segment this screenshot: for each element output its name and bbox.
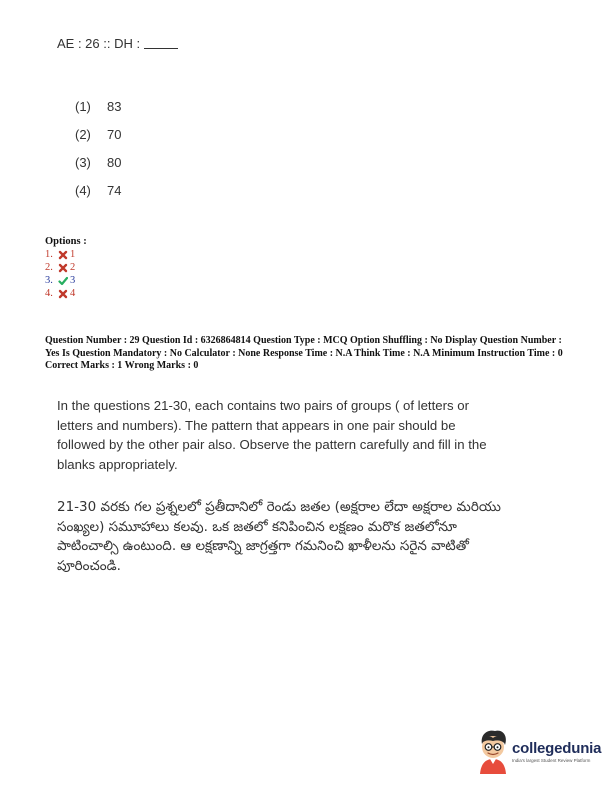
choice-3 xyxy=(75,148,121,176)
question-text xyxy=(57,36,178,51)
wrong-cross-icon xyxy=(58,250,68,260)
option-index: 3. xyxy=(45,275,53,286)
wrong-cross-icon xyxy=(58,289,68,299)
choice-value: 83 xyxy=(107,98,122,114)
question-prompt: AE : 26 :: DH : xyxy=(57,36,144,51)
question-metadata xyxy=(45,335,570,373)
choice-number: (1) xyxy=(75,98,91,114)
option-label: 4 xyxy=(70,288,76,299)
instructions-telugu: 21-30 వరకు గల ప్రశ్నలలో ప్రతీదానిలో రెండు జతల (అక్షరాల లేదా అక్షరాల మరియు సంఖ్యల) సమూహాలు కలవు. ఒక జతలో కనిపించిన లక్షణం మరొక జతలోనూ పాటించాల్సి ఉంటుంది. ఆ లక్షణాన్ని జాగ్రత్తగా గమనించి ఖాళీలను సరైన వాటితో పూరించండి. xyxy=(57,499,501,574)
question-meta-details: Question Number : 29 Question Id : 6326864814 Question Type : MCQ Option Shuffling : No Display Question Number : Yes Is Question Mandatory : No Calculator : None Response Time : N.A Think Time : N.A Minimum Instruction Time : 0 xyxy=(45,335,563,359)
choice-2 xyxy=(75,120,121,148)
correct-check-icon xyxy=(58,276,68,286)
option-1 xyxy=(45,248,87,261)
options-title: Options : xyxy=(45,236,87,247)
logo-tagline: India's largest Student Review Platform xyxy=(512,757,591,763)
answer-choices xyxy=(75,92,121,204)
logo-text xyxy=(512,740,601,763)
option-index: 2. xyxy=(45,262,53,273)
choice-4 xyxy=(75,176,121,204)
options-list xyxy=(45,235,87,300)
option-label: 3 xyxy=(70,275,76,286)
choice-number: (3) xyxy=(75,154,91,170)
option-3 xyxy=(45,274,87,287)
marks-info: Correct Marks : 1 Wrong Marks : 0 xyxy=(45,360,199,371)
option-2 xyxy=(45,261,87,274)
option-4 xyxy=(45,287,87,300)
option-label: 2 xyxy=(70,262,76,273)
option-index: 1. xyxy=(45,249,53,260)
instructions-english: In the questions 21-30, each contains two pairs of groups ( of letters or letters and numbers). The pattern that appears in one pair should be followed by the other pair also. Observe the pattern carefully and fill in the blanks appropriately. xyxy=(57,398,487,472)
logo-brand-name: collegedunia xyxy=(512,739,602,757)
student-mascot-icon xyxy=(476,728,510,774)
choice-value: 74 xyxy=(107,182,122,198)
choice-number: (2) xyxy=(75,126,91,142)
option-index: 4. xyxy=(45,288,53,299)
choice-value: 80 xyxy=(107,154,122,170)
wrong-cross-icon xyxy=(58,263,68,273)
option-label: 1 xyxy=(70,249,76,260)
choice-value: 70 xyxy=(107,126,122,142)
choice-number: (4) xyxy=(75,182,91,198)
answer-blank xyxy=(144,36,178,49)
collegedunia-logo xyxy=(476,728,601,774)
choice-1 xyxy=(75,92,121,120)
